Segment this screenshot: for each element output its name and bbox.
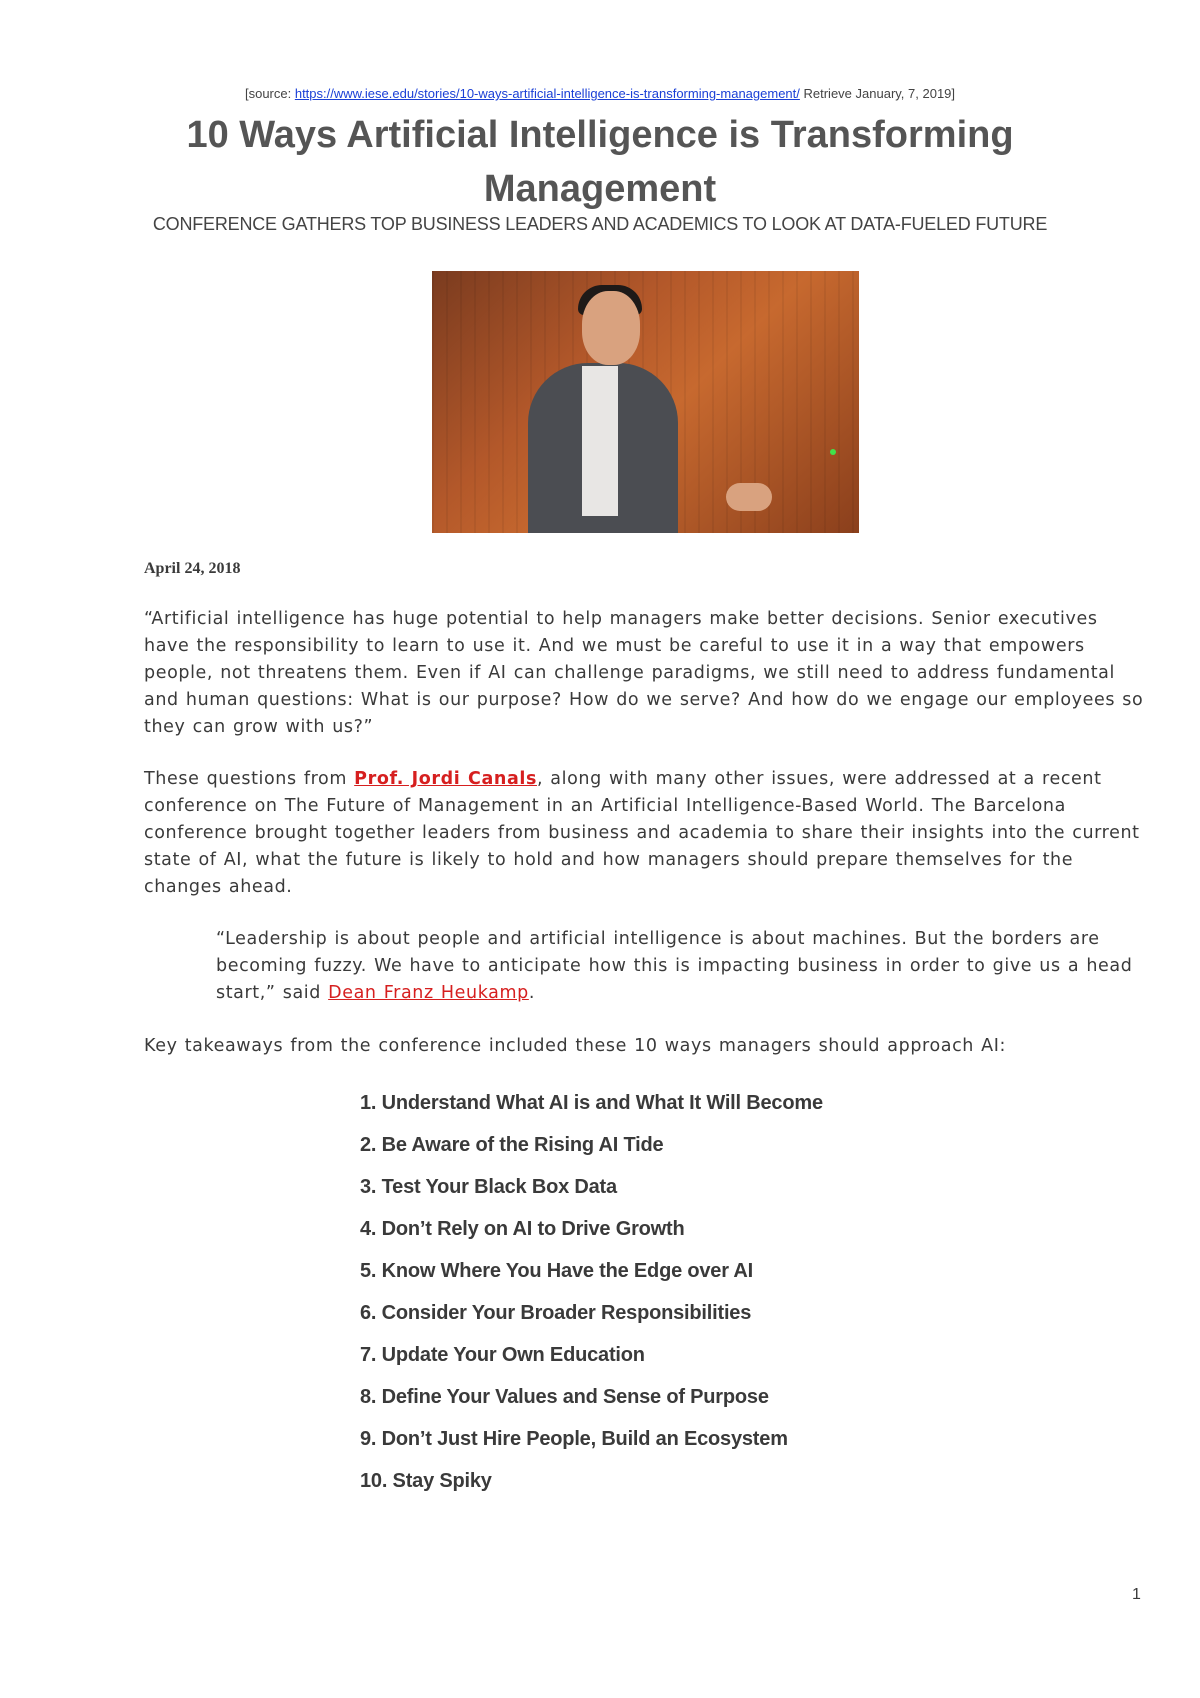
- list-item: 4. Don’t Rely on AI to Drive Growth: [360, 1218, 685, 1240]
- source-link[interactable]: https://www.iese.edu/stories/10-ways-artificial-intelligence-is-transforming-management/: [294, 86, 800, 101]
- list-item: 2. Be Aware of the Rising AI Tide: [360, 1134, 664, 1156]
- list-item: 8. Define Your Values and Sense of Purpose: [360, 1386, 769, 1408]
- speaker-photo: [432, 271, 859, 533]
- dean-quote: “Leadership is about people and artificial intelligence is about machines. But the borders are becoming fuzzy. We have to anticipate how this is impacting business in order to give us a head start,” said Dean Franz Heukamp.: [216, 929, 1133, 1003]
- list-item: 6. Consider Your Broader Responsibilities: [360, 1302, 752, 1324]
- list-item: 1. Understand What AI is and What It Will Become: [360, 1092, 823, 1114]
- source-citation: [0, 86, 1200, 101]
- article-date: April 24, 2018: [144, 560, 241, 577]
- source-suffix: Retrieve January, 7, 2019]: [799, 86, 956, 101]
- opening-quote: “Artificial intelligence has huge potential to help managers make better decisions. Senior executives have the responsibility to learn to use it. And we must be careful to use it in a way that empowers people, not threatens them. Even if AI can challenge paradigms, we still need to address fundamental and human questions: What is our purpose? How do we serve? And how do we engage our employees so they can grow with us?”: [144, 609, 1144, 737]
- list-item: 7. Update Your Own Education: [360, 1344, 645, 1366]
- page-title: 10 Ways Artificial Intelligence is Transforming Management: [186, 114, 1014, 210]
- subtitle: CONFERENCE GATHERS TOP BUSINESS LEADERS AND ACADEMICS TO LOOK AT DATA-FUELED FUTURE: [152, 214, 1048, 234]
- list-item: 5. Know Where You Have the Edge over AI: [360, 1260, 754, 1282]
- intro-paragraph: These questions from Prof. Jordi Canals, along with many other issues, were addressed at a recent conference on The Future of Management in an Artificial Intelligence-Based World. The Barcelona conference brought together leaders from business and academia to share their insights into the current state of AI, what the future is likely to hold and how managers should prepare themselves for the changes ahead.: [144, 769, 1140, 897]
- page-number: 1: [1132, 1586, 1141, 1603]
- list-item: 9. Don’t Just Hire People, Build an Ecosystem: [360, 1428, 788, 1450]
- list-item: 3. Test Your Black Box Data: [360, 1176, 617, 1198]
- link-franz-heukamp[interactable]: Dean Franz Heukamp: [328, 983, 529, 1003]
- list-item: 10. Stay Spiky: [360, 1470, 492, 1492]
- link-jordi-canals[interactable]: Prof. Jordi Canals: [354, 769, 537, 789]
- takeaways-intro: Key takeaways from the conference included these 10 ways managers should approach AI:: [144, 1036, 1006, 1056]
- source-prefix: [source:: [244, 86, 295, 101]
- takeaways-list: [360, 1082, 1060, 1502]
